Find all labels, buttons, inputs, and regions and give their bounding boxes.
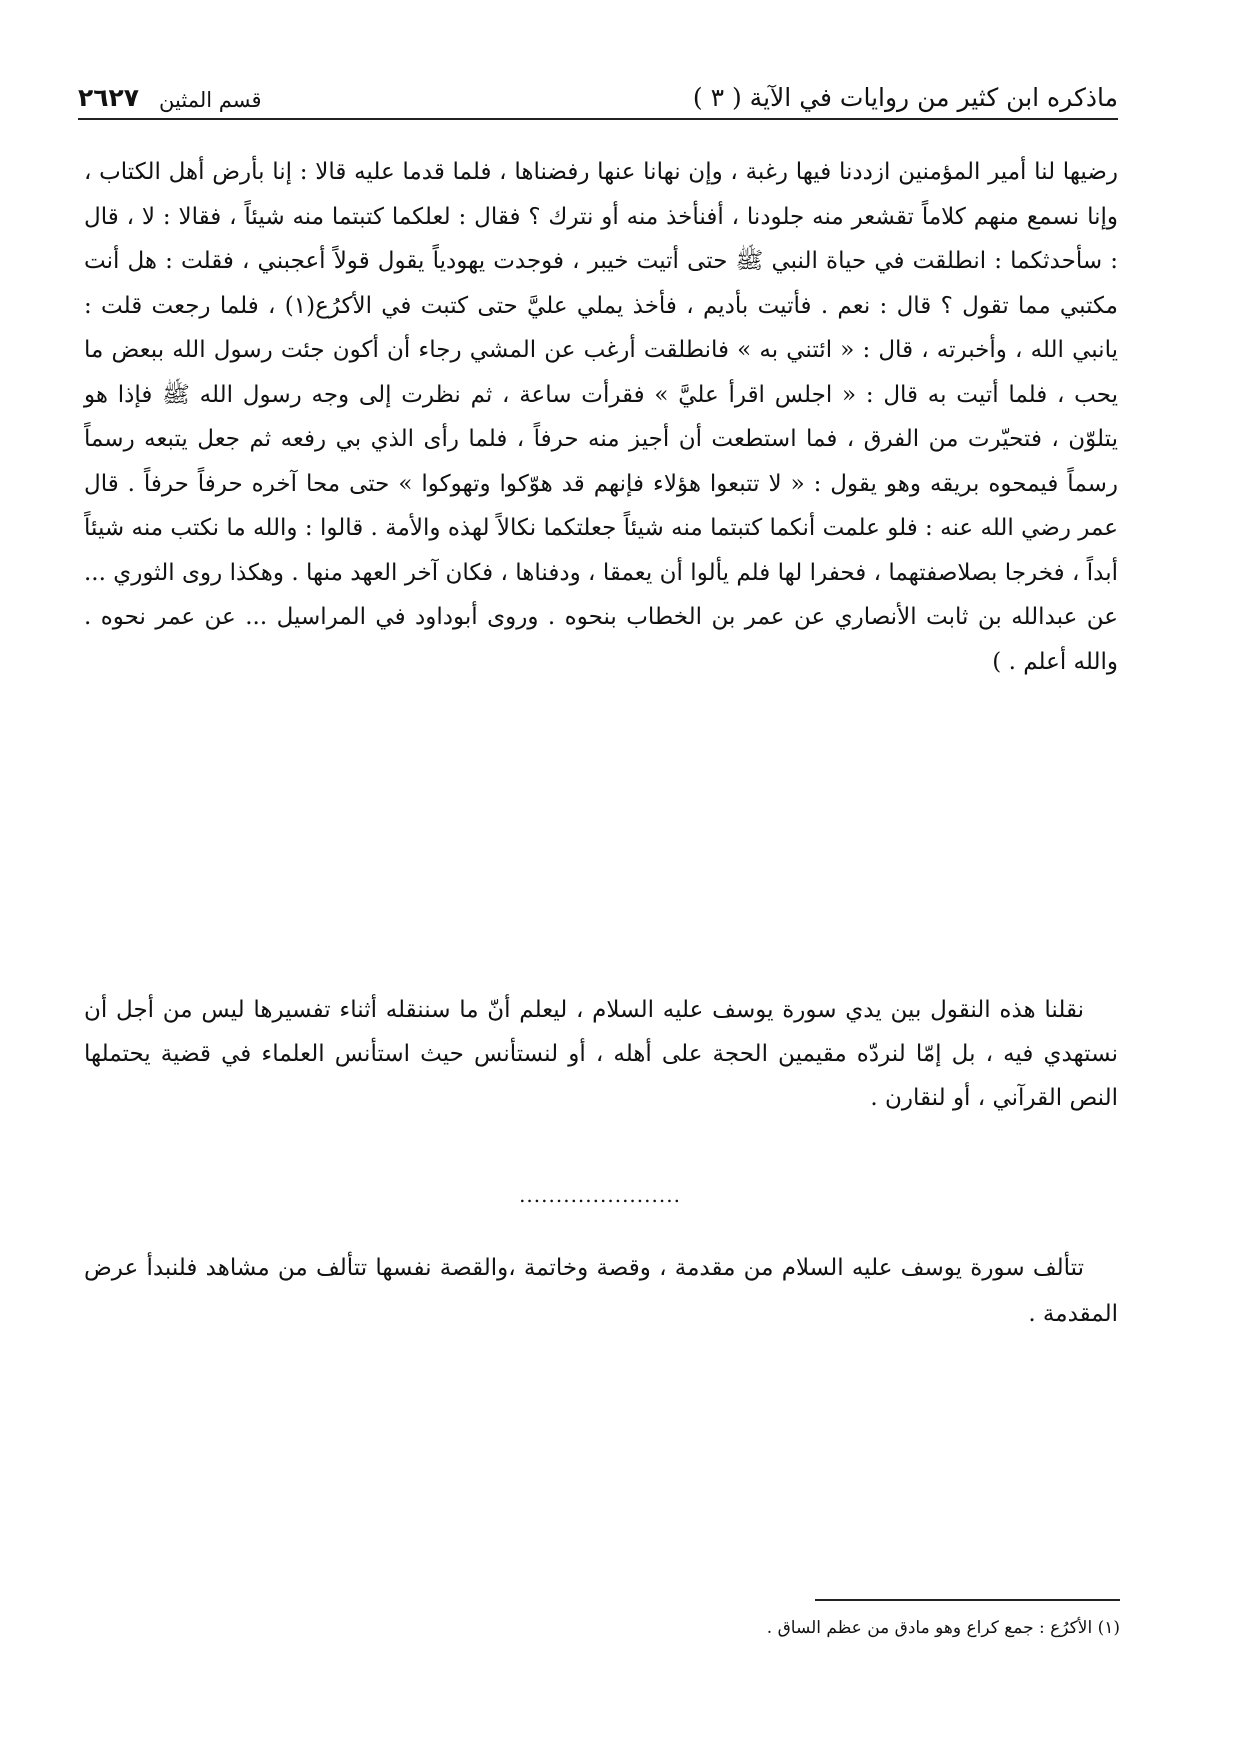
quoted-narration-paragraph: رضيها لنا أمير المؤمنين ازددنا فيها رغبة ، وإن نهانا عنها رفضناها ، فلما قدما عليه قالا : إنا بأرض أهل الكتاب ، وإنا نسمع منهم كلاماً تقشعر منه جلودنا ، أفنأخذ منه أو نترك ؟ فقال : لعلكما كتبتما منه شيئاً ، فقالا : لا ، قال : سأحدثكما : انطلقت في حياة النبي ﷺ حتى أتيت خيبر ، فوجدت يهودياً يقول قولاً أعجبني ، فقلت : هل أنت مكتبي مما تقول ؟ قال : نعم . فأتيت بأديم ، فأخذ يملي عليَّ حتى كتبت في الأكرُع(١) ، فلما رجعت قلت : يانبي الله ، وأخبرته ، قال : « ائتني به » فانطلقت أرغب عن المشي رجاء أن أكون جئت رسول الله ببعض ما يحب ، فلما أتيت به قال : « اجلس اقرأ عليَّ » فقرأت ساعة ، ثم نظرت إلى وجه رسول الله ﷺ فإذا هو يتلوّن ، فتحيّرت من الفرق ، فما استطعت أن أجيز منه حرفاً ، فلما رأى الذي بي رفعه ثم جعل يتبعه رسماً رسماً فيمحوه بريقه وهو يقول : « لا تتبعوا هؤلاء فإنهم قد هوّكوا وتهوكوا » حتى محا آخره حرفاً حرفاً . قال عمر رضي الله عنه : فلو علمت أنكما كتبتما منه شيئاً جعلتكما نكالاً لهذه والأمة . قالوا : والله ما نكتب منه شيئاً أبداً ، فخرجا بصلاصفتهما ، فحفرا لها فلم يألوا أن يعمقا ، ودفناها ، فكان آخر العهد منها . وهكذا روى الثوري ... عن عبدالله بن ثابت الأنصاري عن عمر بن الخطاب بنحوه . وروى أبوداود في المراسيل ... عن عمر نحوه . والله أعلم . ) <box>84 159 1119 675</box>
introduction-paragraph: تتألف سورة يوسف عليه السلام من مقدمة ، وقصة وخاتمة ،والقصة نفسها تتألف من مشاهد فلنبدأ عرض المقدمة . <box>84 1255 1118 1327</box>
section-separator: ...................... <box>519 1183 681 1207</box>
running-title: ماذكره ابن كثير من روايات في الآية ( ٣ ) <box>692 83 1118 112</box>
page-header <box>78 72 1118 112</box>
section-name: قسم المثين <box>159 88 262 112</box>
footnote: (١) الأكرُع : جمع كراع وهو مادق من عظم الساق . <box>766 1618 1120 1638</box>
footnote-rule <box>815 1599 1120 1601</box>
header-meta <box>78 83 262 112</box>
page-number: ٢٦٢٧ <box>78 83 140 112</box>
header-rule <box>78 118 1118 120</box>
commentary-paragraph: نقلنا هذه النقول بين يدي سورة يوسف عليه السلام ، ليعلم أنّ ما سننقله أثناء تفسيرها ليس من أجل أن نستهدي فيه ، بل إمّا لنردّه مقيمين الحجة على أهله ، أو لنستأنس حيث استأنس العلماء في قضية يحتملها النص القرآني ، أو لنقارن . <box>84 997 1118 1111</box>
